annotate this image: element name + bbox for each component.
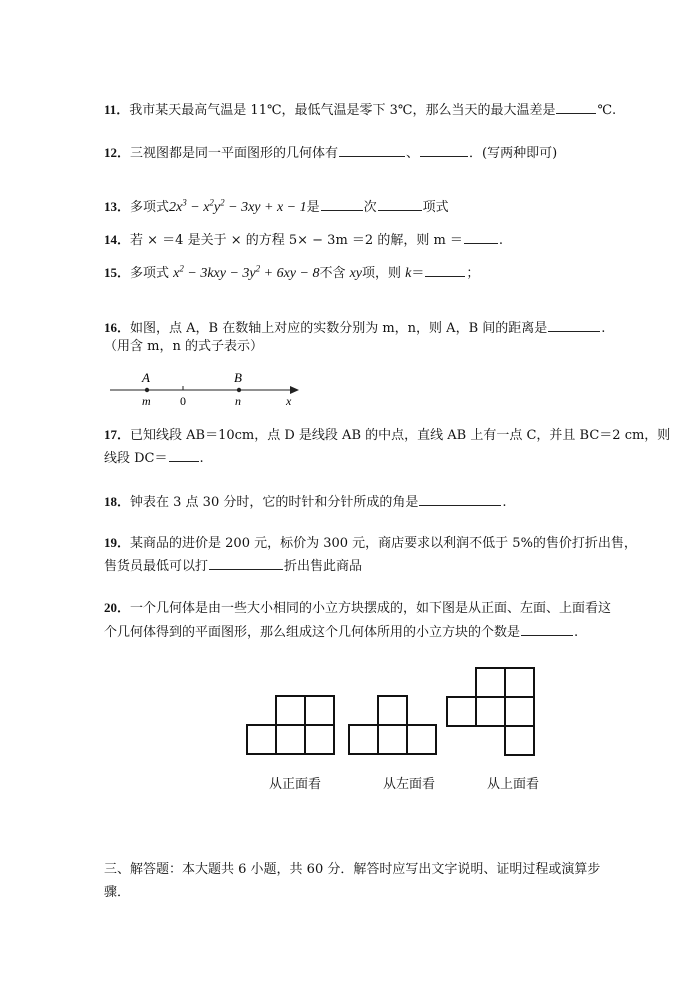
label-B: B: [234, 370, 242, 385]
question-number: 11．: [104, 102, 130, 117]
point-b: [237, 388, 241, 392]
section-3-heading-line2: 骤．: [104, 885, 131, 900]
question-tail: .: [502, 495, 507, 510]
question-text: 个几何体得到的平面图形，那么组成这个几何体所用的小立方块的个数是: [104, 625, 521, 640]
label-A: A: [142, 370, 150, 385]
question-text: 某商品的进价是 200 元，标价为 300 元，商店要求以利润不低于 5%的售价打折出售，: [130, 536, 637, 551]
label-x: x: [286, 394, 292, 408]
polynomial: $2x^3 - x^2y^2 - 3xy + x - 1$: [169, 197, 307, 215]
question-text: 不含: [319, 266, 350, 281]
label-m: m: [142, 394, 151, 408]
number-line: [110, 368, 300, 408]
question-tail: ℃.: [597, 103, 617, 118]
question-14: [104, 230, 503, 250]
question-number: 15．: [104, 265, 131, 280]
front-view-caption: 从正面看: [269, 777, 322, 792]
answer-blank[interactable]: [419, 492, 501, 506]
answer-blank[interactable]: [420, 143, 468, 157]
top-view-caption: 从上面看: [487, 777, 540, 792]
answer-blank[interactable]: [169, 448, 199, 462]
answer-blank[interactable]: [548, 318, 600, 332]
left-view-caption: 从左面看: [383, 777, 436, 792]
question-number: 18．: [104, 494, 131, 509]
question-19: [104, 534, 637, 553]
question-text: 多项式: [130, 266, 174, 281]
question-text: 如图，点 A，B 在数轴上对应的实数分别为 m，n，则 A，B 间的距离是: [130, 321, 548, 336]
question-text: 若 × ＝4 是关于 × 的方程 5× − 3m ＝2 的解，则 m ＝: [130, 233, 463, 248]
question-text: 我市某天最高气温是 11℃，最低气温是零下 3℃，那么当天的最大温差是: [129, 103, 556, 118]
question-tail: .: [199, 451, 204, 466]
answer-blank[interactable]: [339, 143, 405, 157]
question-text: 售货员最低可以打: [104, 559, 209, 574]
top-view-diagram: [446, 666, 536, 758]
question-12: [104, 143, 557, 163]
question-number: 14．: [104, 232, 131, 247]
question-tail: .: [601, 321, 606, 336]
question-text: 是: [306, 200, 320, 215]
answer-blank[interactable]: [321, 197, 363, 211]
answer-blank[interactable]: [556, 100, 596, 114]
term-xy: xy: [349, 266, 363, 281]
question-number: 16．: [104, 320, 131, 335]
question-17: [104, 426, 670, 445]
question-20-line2: [104, 622, 578, 642]
separator: 、: [406, 146, 420, 161]
question-text: 次: [363, 200, 377, 215]
question-number: 20．: [104, 600, 131, 615]
question-16: [104, 318, 605, 338]
question-18: [104, 492, 507, 512]
answer-blank[interactable]: [464, 230, 498, 244]
front-view-diagram: [246, 694, 336, 756]
question-number: 13．: [104, 199, 131, 214]
question-number: 17．: [104, 427, 131, 442]
question-number: 19．: [104, 535, 131, 550]
answer-blank[interactable]: [521, 622, 573, 636]
question-tail: .: [574, 625, 579, 640]
polynomial: $x^2 - 3kxy - 3y^2 + 6xy - 8$: [173, 263, 320, 281]
question-16-hint: （用含 m，n 的式子表示）: [104, 339, 263, 354]
question-text: 项式: [422, 200, 449, 215]
question-text: 项，则: [362, 266, 406, 281]
variable-k: k: [405, 266, 412, 281]
question-19-line2: [104, 556, 362, 576]
answer-blank[interactable]: [425, 263, 465, 277]
question-20: [104, 599, 611, 618]
question-15: [104, 263, 479, 283]
left-view-diagram: [348, 694, 438, 756]
question-tail: ．(写两种即可): [469, 146, 558, 161]
equals: ＝: [411, 266, 425, 281]
answer-blank[interactable]: [209, 556, 283, 570]
question-text: 多项式: [130, 200, 170, 215]
question-number: 12．: [104, 145, 131, 160]
label-zero: 0: [180, 394, 186, 408]
question-text: 折出售此商品: [284, 559, 363, 574]
question-11: [104, 100, 616, 120]
question-tail: ；: [466, 266, 480, 281]
question-text: 一个几何体是由一些大小相同的小立方块摆成的，如下图是从正面、左面、上面看这: [130, 601, 612, 616]
question-17-line2: [104, 448, 204, 468]
section-3-heading: 三、解答题：本大题共 6 小题，共 60 分．解答时应写出文字说明、证明过程或演算步: [104, 862, 601, 877]
question-13: [104, 197, 449, 217]
question-text: 线段 DC＝: [104, 451, 168, 466]
answer-blank[interactable]: [378, 197, 422, 211]
question-text: 已知线段 AB＝10cm，点 D 是线段 AB 的中点，直线 AB 上有一点 C，并且 BC＝2 cm，则: [130, 428, 671, 443]
question-text: 钟表在 3 点 30 分时，它的时针和分针所成的角是: [130, 495, 419, 510]
point-a: [145, 388, 149, 392]
label-n: n: [235, 394, 241, 408]
question-tail: .: [498, 233, 504, 248]
question-text: 三视图都是同一平面图形的几何体有: [130, 146, 339, 161]
arrow-head-icon: [290, 386, 299, 394]
